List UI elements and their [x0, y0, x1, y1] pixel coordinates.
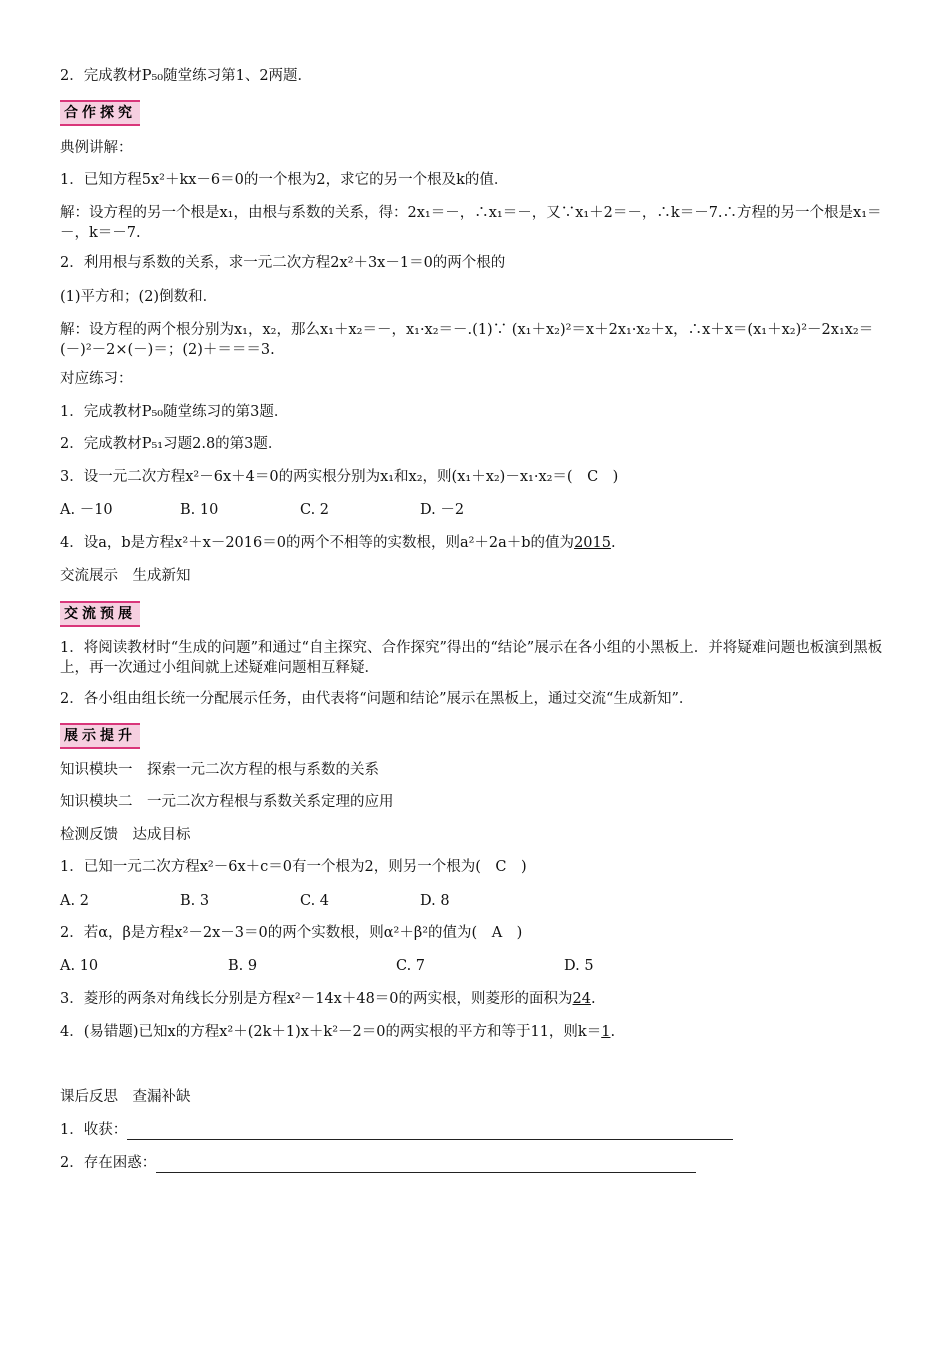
check-item-4-end: . [610, 1024, 616, 1040]
knowledge-module-2: 知识模块二 一元二次方程根与系数关系定理的应用 [60, 794, 394, 810]
option-c: C. 7 [396, 958, 426, 974]
option-d: D. －2 [420, 502, 465, 518]
option-d: D. 8 [420, 893, 450, 909]
example-2-solution: 解：设方程的两个根分别为x₁，x₂，那么x₁＋x₂＝－，x₁·x₂＝－.(1)∵ (x₁＋x₂)²＝x＋2x₁·x₂＋x，∴x＋x＝(x₁＋x₂)²－2x₁x₂＝(－)²－2×(－)＝；(2)＋＝＝＝3. [60, 322, 874, 358]
check-item-3-answer: 24 [572, 991, 591, 1007]
practice-item-4-end: . [610, 535, 616, 551]
practice-item-4-text: 4．设a，b是方程x²＋x－2016＝0的两个不相等的实数根，则a²＋2a＋b的值为 [60, 535, 575, 551]
reflect-item-1 [60, 1120, 733, 1140]
reflect-item-2 [60, 1153, 696, 1173]
section-badge-exchange: 交流预展 [60, 601, 140, 627]
option-a: A. －10 [60, 502, 113, 518]
check-item-2: 2．若α，β是方程x²－2x－3＝0的两个实数根，则α²＋β²的值为( A ) [60, 925, 523, 941]
check-item-1-options [60, 891, 450, 911]
check-item-3-end: . [590, 991, 596, 1007]
exchange-heading: 交流展示 生成新知 [60, 568, 191, 584]
check-item-2-options [60, 956, 594, 976]
practice-item-3-options [60, 500, 464, 520]
option-a: A. 2 [60, 893, 89, 909]
example-heading: 典例讲解： [60, 140, 133, 156]
option-c: C. 4 [300, 893, 330, 909]
practice-item-4-answer: 2015 [574, 535, 611, 551]
practice-item-4 [60, 533, 616, 553]
exchange-item-2: 2．各小组由组长统一分配展示任务，由代表将“问题和结论”展示在黑板上，通过交流“生成新知”． [60, 691, 694, 707]
option-b: B. 9 [228, 958, 258, 974]
example-2-question: 2．利用根与系数的关系，求一元二次方程2x²＋3x－1＝0的两个根的 [60, 255, 506, 271]
reflect-heading: 课后反思 查漏补缺 [60, 1089, 191, 1105]
example-1-question: 1．已知方程5x²＋kx－6＝0的一个根为2，求它的另一个根及k的值． [60, 172, 509, 188]
check-item-3 [60, 989, 596, 1009]
check-item-4-answer: 1 [601, 1024, 611, 1040]
check-heading: 检测反馈 达成目标 [60, 827, 191, 843]
option-b: B. 3 [180, 893, 210, 909]
knowledge-module-1: 知识模块一 探索一元二次方程的根与系数的关系 [60, 762, 379, 778]
example-2-parts: (1)平方和；(2)倒数和． [60, 289, 218, 305]
check-item-3-text: 3．菱形的两条对角线长分别是方程x²－14x＋48＝0的两实根，则菱形的面积为 [60, 991, 573, 1007]
practice-item-2: 2．完成教材P₅₁习题2.8的第3题． [60, 436, 283, 452]
intro-item: 2．完成教材P₅₀随堂练习第1、2两题． [60, 68, 313, 84]
reflect-item-1-label: 1．收获： [60, 1122, 128, 1138]
practice-item-1: 1．完成教材P₅₀随堂练习的第3题． [60, 404, 289, 420]
example-1-solution: 解：设方程的另一个根是x₁，由根与系数的关系，得：2x₁＝－，∴x₁＝－，又∵x₁＋2＝－，∴k＝－7.∴方程的另一个根是x₁＝－，k＝－7. [60, 205, 882, 241]
section-badge-cooperate: 合作探究 [60, 100, 140, 126]
option-c: C. 2 [300, 502, 330, 518]
option-d: D. 5 [564, 958, 594, 974]
exchange-item-1: 1．将阅读教材时“生成的问题”和通过“自主探究、合作探究”得出的“结论”展示在各小组的小黑板上．并将疑难问题也板演到黑板上，再一次通过小组间就上述疑难问题相互释疑． [60, 640, 883, 676]
reflect-item-2-label: 2．存在困惑： [60, 1155, 157, 1171]
answer-line [156, 1158, 696, 1173]
check-item-4 [60, 1022, 615, 1042]
practice-heading: 对应练习： [60, 371, 133, 387]
section-badge-display: 展示提升 [60, 723, 140, 749]
practice-item-3: 3．设一元二次方程x²－6x＋4＝0的两实根分别为x₁和x₂，则(x₁＋x₂)－x₁·x₂＝( C ) [60, 469, 619, 485]
check-item-4-text: 4．(易错题)已知x的方程x²＋(2k＋1)x＋k²－2＝0的两实根的平方和等于11，则k＝ [60, 1024, 602, 1040]
option-b: B. 10 [180, 502, 219, 518]
answer-line [127, 1125, 733, 1140]
option-a: A. 10 [60, 958, 99, 974]
check-item-1: 1．已知一元二次方程x²－6x＋c＝0有一个根为2，则另一个根为( C ) [60, 859, 527, 875]
